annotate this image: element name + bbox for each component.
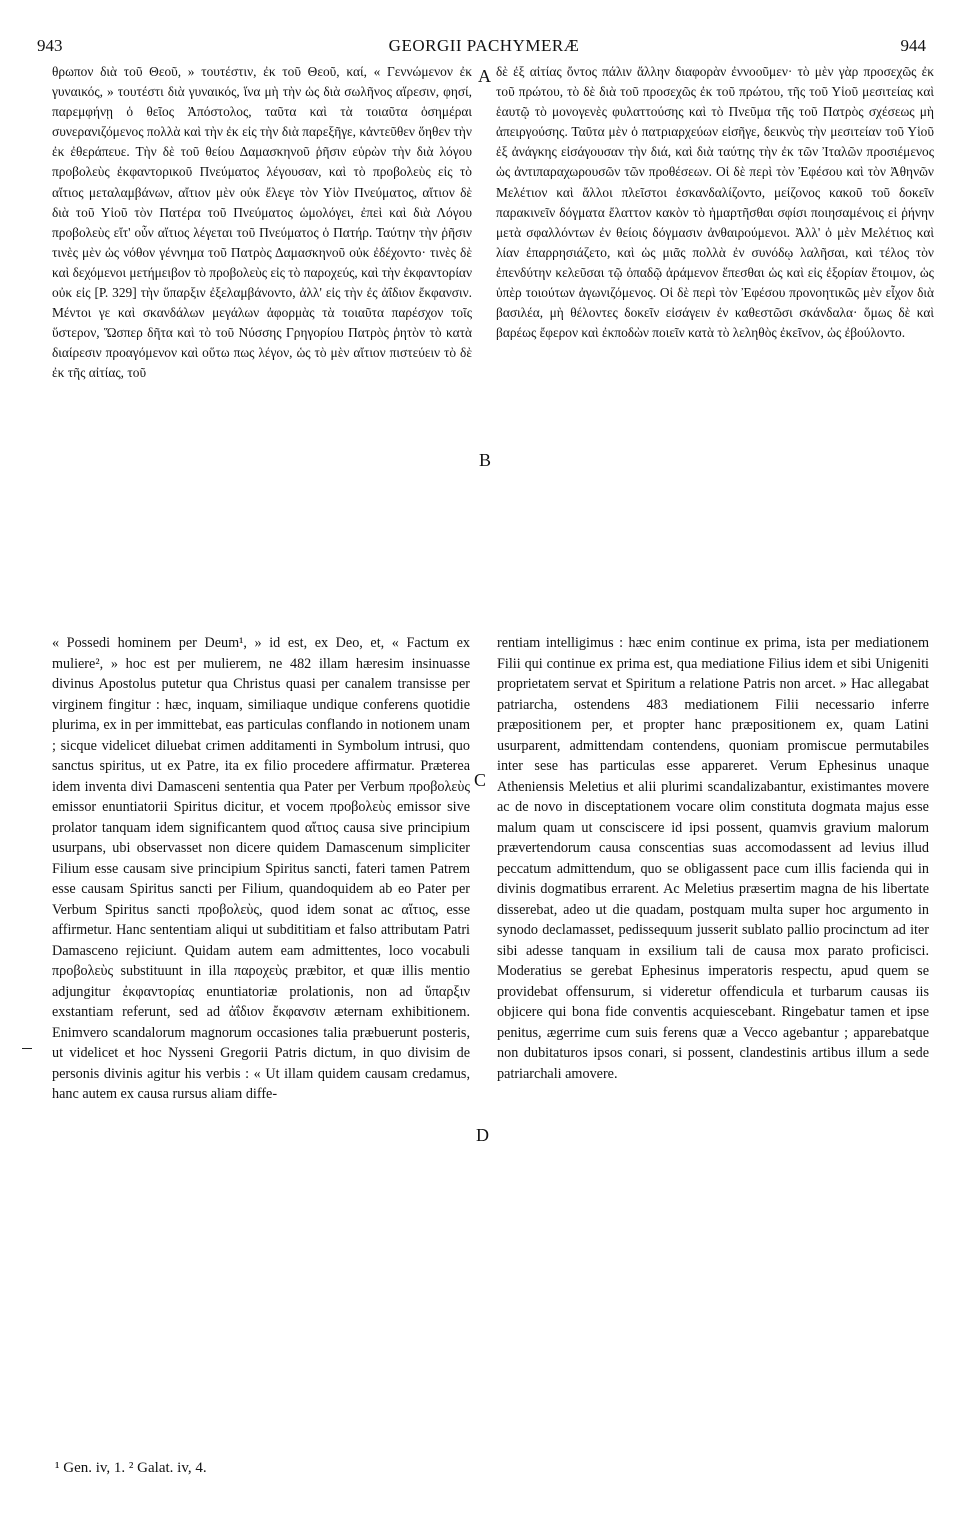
section-marker-a: A <box>478 66 491 86</box>
section-marker-c: C <box>474 770 487 790</box>
greek-text-right-column <box>496 62 934 343</box>
latin-text-left-column <box>52 633 470 1105</box>
latin-text-right-column <box>497 633 929 1084</box>
section-marker-b: B <box>479 450 492 470</box>
running-title: GEORGII PACHYMERÆ <box>388 36 580 55</box>
greek-text-left-column <box>52 62 472 384</box>
margin-dash <box>22 1048 32 1049</box>
page-number-right: 944 <box>900 36 926 55</box>
greek-paragraph-right: δὲ ἐξ αἰτίας ὄντος πάλιν ἄλλην διαφορὰν ἐννοοῦμεν· τὸ μὲν γὰρ προσεχῶς ἐκ τοῦ πρώτου, τὸ δὲ διὰ τοῦ προσεχῶς ἐκ τοῦ πρώτου, τῆς τοῦ Υἱοῦ μεσιτείας καὶ ἑαυτῷ τὸ μονογενὲς φυλαττούσης καὶ τὸ Πνεῦμα τῆς τοῦ Πατρὸς σχέσεως μὴ ἀπειργούσης. Ταῦτα μὲν ὁ πατριαρχεύων εἰσῆγε, δεικνὺς τὴν μεσιτείαν τοῦ Υἱοῦ ἐξ ἀνάγκης εἰσάγουσαν τὴν διά, καὶ διὰ ταύτης τὴν ἐκ τῶν Ἰταλῶν προσιέμενος ὡς ἀντιπαραχωρουσῶν τῶν προθέσεων. Οἱ δὲ περὶ τὸν Ἐφέσου καὶ τὸν Ἀθηνῶν Μελέτιον καὶ ἄλλοι πλεῖστοι ἐσκανδαλίζοντο, μείζονος κακοῦ τοῦ δοκεῖν παρακινεῖν δόγματα ἔλαττον κακὸν τὸ ἡμαρτῆσθαι σφίσι ποιησαμένοις εἰ ῥήνην μετὰ σφαλλόντων ἐν θείοις δόγμασιν ἀνθαιρούμενοι. Ἀλλ' ὁ μὲν Μελέτιος καὶ λίαν ἐπαρρησιάζετο, καὶ ὡς μιᾶς πολλὰ ἐν συνόδῳ λαλῆσαι, καὶ τέλος τὸν ἐπενδύτην κελεῦσαι τῷ ὀπαδῷ ἀράμενον ἕπεσθαι ὡς καὶ εἰς ἐξορίαν ἕτοιμον, ὡς ὑπὲρ τοιούτων ἀγωνιζόμενος. Οἱ δὲ περὶ τὸν Ἐφέσου προνοητικῶς μὲν εἶχον διὰ βασιλέα, μὴ θέλοντες δοκεῖν εἰσάγειν ἐν καθεστῶσι σκάνδαλα· ὅμως δὲ καὶ βαρέως ἔφερον καὶ ἐκποδὼν ποιεῖν κατὰ τὸ λεληθὸς ἐκεῖνον, ὡς ἐβούλοντο. <box>496 64 934 341</box>
latin-paragraph-right: rentiam intelligimus : hæc enim continue ex prima, ista per mediationem Filii qui continue ex prima est, qua mediatione Filius idem et sibi Unigeniti proprietatem servat et Spiritum a relatione Patris non arcet. » Hac allegabat patriarcha, ostendens 483 mediationem Filii necessario inferre præpositionem per, et propter hanc præpositionem ex, quam Latini usurparent, admittendam contendens, quoniam promiscue permutabiles inter sese has particulas esse appareret. Verum Ephesinus unaque Atheniensis Meletius et alii plurimi scandalizabantur, existimantes movere ac de novo in disceptationem vocare olim constituta dogmata majus esse malum quam ut consciscere id ipsi possent, quamvis gravium malorum prævertendorum causa conscentias suas accomodassent ad levius illud peccatum admittendum, quo se obligassent pace cum illis facienda qui in divinis dogmatibus errarent. Ac Meletius præsertim magna de his libertate disserebat, adeo ut die quadam, postquam multa super hoc argumento in synodo declamasset, pedissequum jusserit sublato pallio procinctum ad iter sibi adesse tanquam in exsilium tali de causa mox parato proficisci. Moderatius se gerebat Ephesinus imperatoris respectu, apud quem se providebat offensurum, si videretur offendicula et turbarum causas iis objicere qui bona fide conventis acquiescebant. Ringebatur tamen et ipse penitus, ægerrime cum suis ferens quæ a Vecco agebantur ; apparebatque non dubitaturos ipsos conari, si possent, clandestinis artibus illum a sede patriarchali amovere. <box>497 635 929 1082</box>
footnotes: ¹ Gen. iv, 1. ² Galat. iv, 4. <box>55 1460 207 1476</box>
latin-paragraph-left: « Possedi hominem per Deum¹, » id est, ex Deo, et, « Factum ex muliere², » hoc est per mulierem, ne 482 illam hæresim insinuasse divinus Apostolus putetur qua Christus quasi per canalem transisse per virginem fingitur : hæc, inquam, similiaque undique conferens quotidie plurima, ex in per immittebat, eas particulas conflando in notionem unam ; sicque videlicet diluebat crimen additamenti in Symbolum intrusi, quo sanctus spiritus, ut ex Patre, ita ex filio procedere affirmatur. Præterea idem inventa divi Damasceni sententia qua Pater per Verbum προβολεὺς emissor enuntiatorii Spiritus dicitur, et vocem προβολεὺς emissor sive prolator tanquam idem significantem quod αἴτιος causa sive principium usurpans, ubi observasset non dicere quidem Damascenum simpliciter Filium esse causam sive principium Spiritus sancti, fateri tamen Patrem esse causam Spiritus sancti per Filium, quandoquidem ab eo Pater per Verbum Spiritus sancti προβολεὺς, quod idem sonat ac αἴτιος, esse affirmetur. Hanc sententiam aliqui ut subdititiam et falso attributam Patri Damasceno rejiciunt. Quidam autem eam admittentes, loco vocabuli προβολεὺς substituunt in illa παροχεὺς præbitor, et quæ illis mentio adjungitur ἐκφαντορίας enuntiatoriæ prolationis, non ad ὕπαρξιν exstantiam referunt, sed ad ἀΐδιον ἔκφανσιν æternam exhibitionem. Enimvero scandalorum magnorum occasiones talia præbuerunt posteris, ut videlicet et hoc Nysseni Gregorii Patris dictum, in quo divisim de personis divinis agitur his verbis : « Ut illam quidem causam credamus, hanc autem ex causa rursus aliam diffe- <box>52 635 470 1102</box>
page-number-left: 943 <box>37 36 63 55</box>
greek-paragraph-left: θρωπον διὰ τοῦ Θεοῦ, » τουτέστιν, ἐκ τοῦ Θεοῦ, καί, « Γεννώμενον ἐκ γυναικός, » τουτέστι διὰ γυναικός, ἵνα μὴ τὴν ὡς διὰ σωλῆνος αἵρεσιν, φησί, παρεμφήνῃ ὁ θεῖος Ἀπόστολος, ταῦτα καὶ τὰ τοιαῦτα ὁσημέραι συνερανιζόμενος πολλὰ καὶ τὴν ἐκ εἰς τὴν διὰ παρεξῆγε, κἀντεῦθεν ὅηθεν τὴν ἐκ ἐθεράπευε. Τὴν δὲ τοῦ θείου Δαμασκηνοῦ ῥῆσιν εὑρὼν τὴν διὰ λόγου προβολεὺς ἐκφαντορικοῦ Πνεύματος λέγουσαν, καὶ τὸ προβολεὺς εἰς τὸ αἴτιος μεταλαμβάνων, αἴτιον μὲν οὐκ ἔλεγε τὸν Υἱὸν Πνεύματος, αἴτιον δὲ διὰ τοῦ Υἱοῦ τὸν Πατέρα τοῦ Πνεύματος ὡμολόγει, ἐπεὶ καὶ διὰ Λόγου προβολεὺς εἴτ' οὖν αἴτιος λέγεται τοῦ Πνεύματος ὁ Πατήρ. Ταύτην τὴν ῥῆσιν τινὲς μὲν ὡς νόθον γέννημα τοῦ Πατρὸς Δαμασκηνοῦ οὐκ ἐδέχοντο· τινὲς δὲ καὶ δεχόμενοι μετήμειβον τὸ προβολεὺς εἰς τὸ παροχεύς, καὶ τὴν ἐκφαντορίαν οὐκ εἰς [P. 329] τὴν ὕπαρξιν ἐξελαμβάνοντο, ἀλλ' εἰς τὴν ἐς ἀΐδιον ἔκφανσιν. Μέντοι γε καὶ σκανδάλων μεγάλων ἀφορμὰς τὰ τοιαῦτα παρέσχον τοῖς ὕστερον, Ὥσπερ δῆτα καὶ τὸ τοῦ Νύσσης Γρηγορίου Πατρὸς ῥητὸν τὸ κατὰ διαίρεσιν προαγόμενον καὶ οὕτω πως λέγον, ὡς τὸ μὲν αἴτιον πιστεύειν τὸ δὲ ἐκ τῆς αἰτίας, τοῦ <box>52 64 472 381</box>
section-marker-d: D <box>476 1125 489 1145</box>
